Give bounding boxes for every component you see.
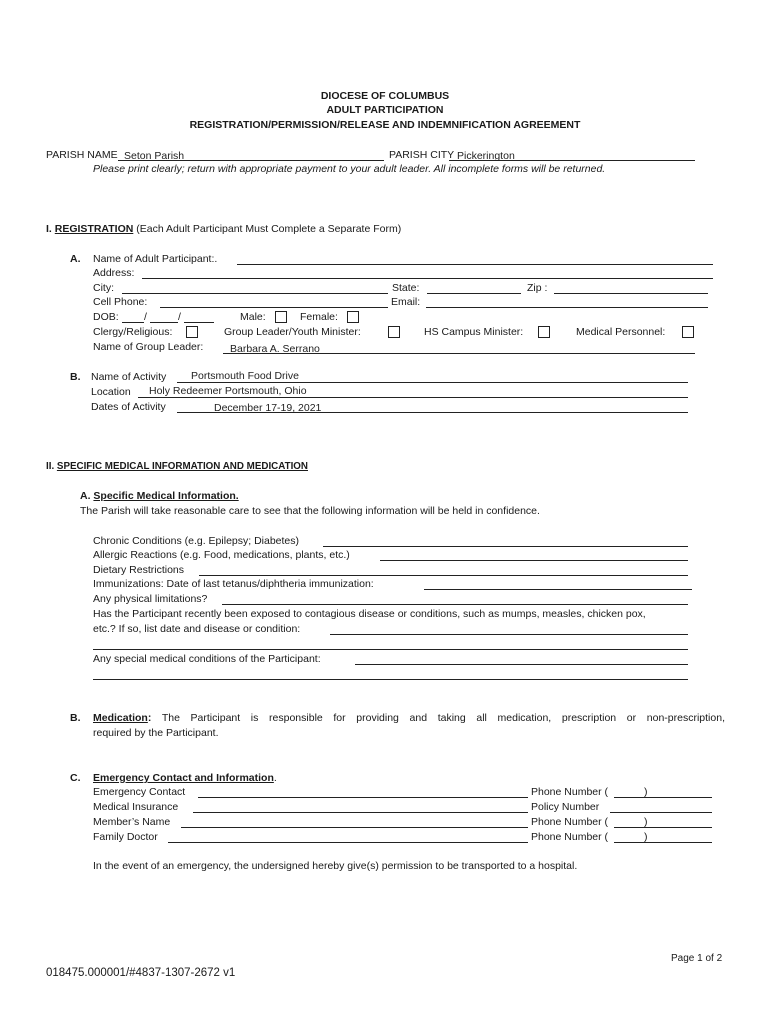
address-field[interactable]	[142, 278, 713, 279]
emergency-heading	[93, 772, 277, 785]
medical-info-title: Specific Medical Information.	[93, 490, 239, 502]
special-conditions-label: Any special medical conditions of the Participant:	[93, 653, 321, 665]
medication-title: Medication	[93, 712, 148, 724]
emergency-phone-paren: )	[644, 786, 648, 798]
activity-name-label: Name of Activity	[91, 371, 167, 383]
medication-text: The Participant is responsible for providing and taking all medication, prescription or non-prescription,	[161, 712, 725, 724]
city-field[interactable]	[122, 293, 388, 294]
family-doctor-label: Family Doctor	[93, 831, 158, 843]
medical-info-heading	[80, 490, 239, 503]
participant-name-field[interactable]	[237, 264, 713, 265]
dob-month-field[interactable]	[122, 322, 144, 323]
email-label: Email:	[391, 296, 421, 308]
medical-insurance-field[interactable]	[193, 812, 528, 813]
section2-a-letter: A.	[80, 490, 91, 502]
emergency-phone-field[interactable]	[614, 797, 712, 798]
clergy-checkbox[interactable]	[186, 326, 198, 338]
page-number: Page 1 of 2	[671, 953, 723, 964]
state-label: State:	[392, 282, 420, 294]
section1-subtitle: (Each Adult Participant Must Complete a Separate Form)	[136, 223, 402, 235]
immunizations-field[interactable]	[424, 589, 692, 590]
dob-label: DOB:	[93, 311, 119, 323]
allergic-reactions-label: Allergic Reactions (e.g. Food, medications, plants, etc.)	[93, 549, 350, 561]
header-diocese: DIOCESE OF COLUMBUS	[320, 90, 450, 102]
participant-name-label: Name of Adult Participant:.	[93, 253, 218, 265]
parish-city-label: PARISH CITY	[389, 149, 455, 161]
header-adult-participation: ADULT PARTICIPATION	[326, 104, 444, 116]
group-leader-name-label: Name of Group Leader:	[93, 341, 204, 353]
immunizations-label: Immunizations: Date of last tetanus/diphtheria immunization:	[93, 578, 374, 590]
medication-text-cont: required by the Participant.	[93, 727, 219, 739]
medication-paragraph	[93, 712, 725, 725]
group-leader-name-value: Barbara A. Serrano	[230, 343, 320, 355]
section1-heading	[46, 223, 401, 236]
dietary-restrictions-field[interactable]	[199, 575, 688, 576]
clergy-label: Clergy/Religious:	[93, 326, 173, 338]
female-checkbox[interactable]	[347, 311, 359, 323]
medication-colon: :	[147, 712, 152, 724]
contagious-question: Has the Participant recently been exposed to contagious disease or conditions, such as mumps, measles, chicken pox,	[93, 608, 646, 620]
dob-separator-1: /	[144, 311, 147, 323]
section1-title: REGISTRATION	[54, 223, 134, 235]
contagious-field-line2[interactable]	[93, 649, 688, 650]
contagious-field[interactable]	[330, 634, 688, 635]
emergency-contact-field[interactable]	[198, 797, 528, 798]
zip-field[interactable]	[554, 293, 708, 294]
header-agreement-title: REGISTRATION/PERMISSION/RELEASE AND INDEMNIFICATION AGREEMENT	[189, 119, 581, 131]
policy-number-field[interactable]	[610, 812, 712, 813]
section1-roman: I.	[46, 223, 52, 235]
doctor-phone-label: Phone Number (	[531, 831, 609, 843]
chronic-conditions-label: Chronic Conditions (e.g. Epilepsy; Diabetes)	[93, 535, 300, 547]
male-checkbox[interactable]	[275, 311, 287, 323]
section2-title: SPECIFIC MEDICAL INFORMATION AND MEDICATION	[56, 461, 308, 472]
emergency-title-period: .	[273, 772, 277, 784]
cell-phone-field[interactable]	[160, 307, 388, 308]
parish-instructions: Please print clearly; return with appropriate payment to your adult leader. All incomplete forms will be returned.	[93, 163, 606, 175]
physical-limitations-field[interactable]	[222, 604, 688, 605]
section2-roman: II.	[46, 461, 55, 472]
physical-limitations-label: Any physical limitations?	[93, 593, 208, 605]
zip-label: Zip :	[527, 282, 548, 294]
special-conditions-field-line2[interactable]	[93, 679, 688, 680]
dob-year-field[interactable]	[184, 322, 214, 323]
section2-c-letter: C.	[70, 772, 81, 784]
section2-b-letter: B.	[70, 712, 81, 724]
medical-personnel-checkbox[interactable]	[682, 326, 694, 338]
parish-city-value: Pickerington	[457, 150, 515, 162]
location-value: Holy Redeemer Portsmouth, Ohio	[149, 385, 307, 397]
emergency-contact-label: Emergency Contact	[93, 786, 186, 798]
cell-phone-label: Cell Phone:	[93, 296, 148, 308]
group-leader-label: Group Leader/Youth Minister:	[224, 326, 361, 338]
city-label: City:	[93, 282, 114, 294]
doctor-phone-field[interactable]	[614, 842, 712, 843]
chronic-conditions-field[interactable]	[323, 546, 688, 547]
location-label: Location	[91, 386, 131, 398]
allergic-reactions-field[interactable]	[380, 560, 688, 561]
dob-day-field[interactable]	[150, 322, 178, 323]
family-doctor-field[interactable]	[168, 842, 528, 843]
section1-b-letter: B.	[70, 371, 81, 383]
contagious-question-cont: etc.? If so, list date and disease or condition:	[93, 623, 301, 635]
dob-separator-2: /	[178, 311, 181, 323]
special-conditions-field[interactable]	[355, 664, 688, 665]
dates-label: Dates of Activity	[91, 401, 166, 413]
transport-permission-text: In the event of an emergency, the undersigned hereby give(s) permission to be transported to a hospital.	[93, 860, 578, 872]
document-id: 018475.000001/#4837-1307-2672 v1	[46, 967, 236, 979]
policy-number-label: Policy Number	[531, 801, 600, 813]
section1-a-letter: A.	[70, 253, 81, 265]
hs-campus-minister-label: HS Campus Minister:	[424, 326, 524, 338]
email-field[interactable]	[426, 307, 708, 308]
state-field[interactable]	[427, 293, 521, 294]
parish-name-label: PARISH NAME	[46, 149, 118, 161]
dates-value: December 17-19, 2021	[214, 402, 322, 414]
member-phone-label: Phone Number (	[531, 816, 609, 828]
member-phone-paren: )	[644, 816, 648, 828]
section2-heading	[46, 460, 308, 473]
dietary-restrictions-label: Dietary Restrictions	[93, 564, 185, 576]
group-leader-checkbox[interactable]	[388, 326, 400, 338]
medical-insurance-label: Medical Insurance	[93, 801, 179, 813]
male-label: Male:	[240, 311, 266, 323]
female-label: Female:	[300, 311, 338, 323]
emergency-title: Emergency Contact and Information	[93, 772, 274, 784]
parish-name-value: Seton Parish	[124, 150, 185, 162]
member-name-label: Member’s Name	[93, 816, 171, 828]
member-name-field[interactable]	[181, 827, 528, 828]
member-phone-field[interactable]	[614, 827, 712, 828]
activity-name-value: Portsmouth Food Drive	[191, 370, 299, 382]
hs-campus-minister-checkbox[interactable]	[538, 326, 550, 338]
address-label: Address:	[93, 267, 135, 279]
medical-personnel-label: Medical Personnel:	[576, 326, 666, 338]
doctor-phone-paren: )	[644, 831, 648, 843]
emergency-phone-label: Phone Number (	[531, 786, 609, 798]
medical-info-intro: The Parish will take reasonable care to see that the following information will be held in confidence.	[80, 505, 540, 517]
